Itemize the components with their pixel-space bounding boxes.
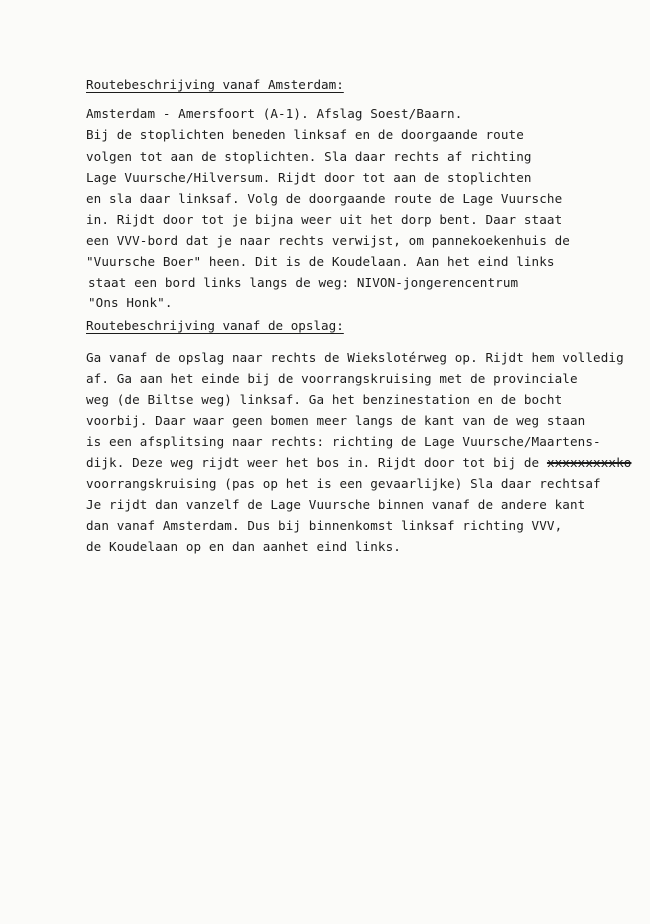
section2-line: Je rijdt dan vanzelf de Lage Vuursche binnen vanaf de andere kant [86, 497, 586, 512]
section1-line: volgen tot aan de stoplichten. Sla daar rechts af richting [86, 149, 532, 164]
section2-line: af. Ga aan het einde bij de voorrangskruising met de provinciale [86, 371, 578, 386]
section2-line: Ga vanaf de opslag naar rechts de Wiekslotérweg op. Rijdt hem volledig [86, 350, 624, 365]
struck-out-text: xxxxxxxxxko [546, 455, 632, 470]
section1-line: Bij de stoplichten beneden linksaf en de doorgaande route [86, 127, 524, 142]
section2-line: voorrangskruising (pas op het is een gevaarlijke) Sla daar rechtsaf [86, 476, 601, 491]
section2-line-text: dijk. Deze weg rijdt weer het bos in. Rijdt door tot bij de [86, 455, 547, 470]
section2-line: weg (de Biltse weg) linksaf. Ga het benzinestation en de bocht [86, 392, 563, 407]
section2-heading: Routebeschrijving vanaf de opslag: [86, 318, 344, 333]
section1-line: staat een bord links langs de weg: NIVON-jongerencentrum [88, 275, 519, 290]
section2-line: voorbij. Daar waar geen bomen meer langs de kant van de weg staan [86, 413, 586, 428]
section1-line: "Vuursche Boer" heen. Dit is de Koudelaan. Aan het eind links [86, 254, 555, 269]
section2-line: de Koudelaan op en dan aanhet eind links. [86, 539, 401, 554]
section2-line [86, 455, 631, 470]
section1-line: Amsterdam - Amersfoort (A-1). Afslag Soest/Baarn. [86, 106, 463, 121]
section1-line: "Ons Honk". [88, 295, 173, 310]
section1-line: in. Rijdt door tot je bijna weer uit het dorp bent. Daar staat [86, 212, 563, 227]
section1-line: een VVV-bord dat je naar rechts verwijst, om pannekoekenhuis de [86, 233, 570, 248]
section2-line: is een afsplitsing naar rechts: richting de Lage Vuursche/Maartens- [86, 434, 601, 449]
section1-heading: Routebeschrijving vanaf Amsterdam: [86, 77, 344, 92]
section2-line: dan vanaf Amsterdam. Dus bij binnenkomst linksaf richting VVV, [86, 518, 563, 533]
section1-line: en sla daar linksaf. Volg de doorgaande route de Lage Vuursche [86, 191, 563, 206]
section1-line: Lage Vuursche/Hilversum. Rijdt door tot aan de stoplichten [86, 170, 532, 185]
